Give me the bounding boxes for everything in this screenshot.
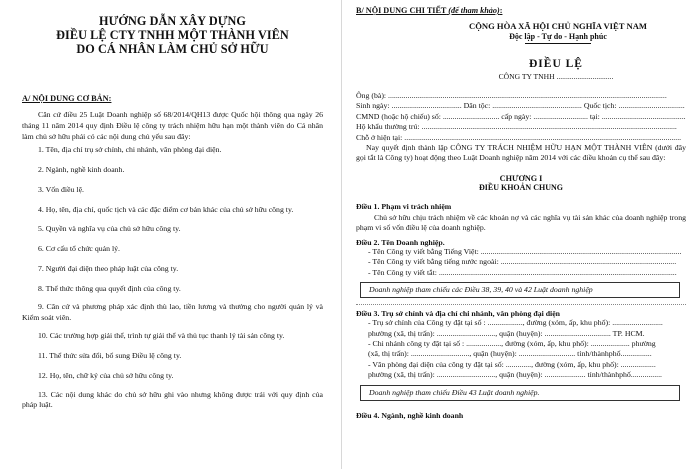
chapter-title: ĐIỀU KHOẢN CHUNG [478, 182, 563, 192]
section-a-heading: A/ NỘI DUNG CƠ BẢN: [22, 94, 112, 103]
birth-line: Sinh ngày: .................................... Dân tộc: .............................................. Quốc tịch: .................................. [356, 101, 685, 111]
article-2-line: - Tên Công ty viết tắt: .......................................................................................................................... [368, 267, 677, 277]
residence-line: Hộ khẩu thường trú: ................................................................................................................................... [356, 122, 677, 132]
list-item: 8. Thể thức thông qua quyết định của công ty. [38, 283, 181, 293]
charter-title: ĐIỀU LỆ [529, 58, 583, 70]
national-name: CỘNG HÒA XÃ HỘI CHỦ NGHĨA VIỆT NAM [468, 21, 648, 31]
guide-title [22, 14, 323, 56]
separator [356, 304, 686, 305]
guide-title-line: ĐIỀU LỆ CTY TNHH MỘT THÀNH VIÊN [56, 28, 289, 42]
article-4-title: Điều 4. Ngành, nghề kinh doanh [356, 410, 464, 420]
owner-info-form [356, 91, 686, 143]
motto-underline [525, 43, 591, 44]
article-3-reference-box: Doanh nghiệp tham chiếu Điều 43 Luật doanh nghiệp. [360, 385, 680, 401]
national-header [430, 21, 686, 44]
article-3-line: phường (xã, thị trấn): .............................., quận (huyện): .................................. TP. HCM. [368, 328, 645, 338]
guide-title-line: DO CÁ NHÂN LÀM CHỦ SỞ HỮU [76, 42, 269, 56]
article-2-title: Điều 2. Tên Doanh nghiệp. [356, 238, 445, 248]
section-b-label: B/ NỘI DUNG CHI TIẾT [356, 6, 447, 15]
list-item: 5. Quyền và nghĩa vụ của chủ sở hữu công ty. [38, 223, 181, 233]
owner-name-line: Ông (bà): ............................................................................................................................................... [356, 91, 667, 100]
list-item: 10. Các trường hợp giải thể, trình tự giải thể và thủ tục thanh lý tài sản công ty. [38, 331, 285, 341]
article-2-line: - Tên Công ty viết bằng Tiếng Việt: ....................................................................................................... [368, 247, 682, 257]
list-item: 3. Vốn điều lệ. [38, 184, 84, 194]
article-3-line: phường (xã, thị trấn): .............................., quận (huyện): ..................... tỉnh/thànhphố................ [368, 370, 662, 380]
national-motto: Độc lập - Tự do - Hạnh phúc [509, 32, 607, 41]
list-item: 1. Tên, địa chỉ trụ sở chính, chi nhánh, văn phòng đại diện. [38, 145, 222, 154]
charter-subtitle: CÔNG TY TNHH .............................. [498, 72, 614, 81]
section-b-colon: : [499, 6, 503, 15]
article-3-line: (xã, thị trấn): .............................., quận (huyện): ............................. tỉnh/thànhphố................ [368, 349, 652, 359]
list-item: 9. Căn cứ và phương pháp xác định thù lao, tiền lương và thưởng cho người quản lý và Kiểm soát viên. [22, 302, 323, 322]
section-b-note: (để tham khảo) [448, 6, 500, 15]
decision-paragraph: Nay quyết định thành lập CÔNG TY TRÁCH NHIỆM HỮU HẠN MỘT THÀNH VIÊN (dưới đây gọi tắt là Công ty) hoạt động theo Luật Doanh nghiệp năm 2014 với các điều khoản cụ thể sau đây: [356, 143, 686, 163]
intro-paragraph: Căn cứ điều 25 Luật Doanh nghiệp số 68/2014/QH13 được Quốc hội thông qua ngày 26 tháng 11 năm 2014 quy định Điều lệ công ty trách nhiệm hữu hạn một thành viên do Cá nhân làm chủ sở hữu phải có các nội dung chủ yếu sau đây: [22, 110, 323, 141]
right-page [341, 0, 700, 469]
article-3-line: - Chi nhánh công ty đặt tại số : .................., đường (xóm, ấp, khu phố): .................... phường [368, 339, 656, 349]
article-2-reference-box: Doanh nghiệp tham chiếu các Điều 38, 39, 40 và 42 Luật doanh nghiệp [360, 282, 680, 298]
article-1-title: Điều 1. Phạm vi trách nhiệm [356, 201, 452, 211]
list-item: 7. Người đại diện theo pháp luật của công ty. [38, 263, 179, 273]
list-item: 12. Họ, tên, chữ ký của chủ sở hữu công ty. [38, 371, 174, 381]
article-3-title: Điều 3. Trụ sở chính và địa chỉ chi nhánh, văn phòng đại diện [356, 309, 561, 319]
list-item: 2. Ngành, nghề kinh doanh. [38, 164, 125, 174]
left-page [0, 0, 341, 469]
article-3-line: - Văn phòng đại diện của công ty đặt tại số: ............., đường (xóm, ấp, khu phố): .................. [368, 359, 656, 369]
chapter-number: CHƯƠNG I [499, 173, 543, 183]
article-1-body: Chủ sở hữu chịu trách nhiệm về các khoản nợ và các nghĩa vụ tài sản khác của doanh nghiệp trong phạm vi số vốn điều lệ của doanh nghiệp. [356, 212, 686, 233]
article-2-line: - Tên Công ty viết bằng tiếng nước ngoài: .......................................................................................... [368, 257, 677, 267]
list-item: 13. Các nội dung khác do chủ sở hữu ghi vào nhưng không được trái với quy định của pháp luật. [22, 389, 323, 410]
list-item: 6. Cơ cấu tổ chức quản lý. [38, 243, 120, 253]
id-card-line: CMND (hoặc hộ chiếu) số: ............................. cấp ngày: ............................ tại: ........................................... [356, 111, 686, 121]
guide-title-line: HƯỚNG DẪN XÂY DỰNG [98, 14, 247, 28]
article-3-line: - Trụ sở chính của Công ty đặt tại số : .................., đường (xóm, ấp, khu phố): .......................... [368, 318, 663, 328]
current-address-line: Chỗ ở hiện tại: .............................................................................................................................................. [356, 132, 682, 142]
section-b-heading [356, 6, 686, 15]
chapter-heading [356, 174, 686, 192]
list-item: 11. Thể thức sửa đổi, bổ sung Điều lệ công ty. [38, 351, 182, 361]
list-item: 4. Họ, tên, địa chỉ, quốc tịch và các đặc điểm cơ bản khác của chủ sở hữu công ty. [38, 204, 294, 214]
